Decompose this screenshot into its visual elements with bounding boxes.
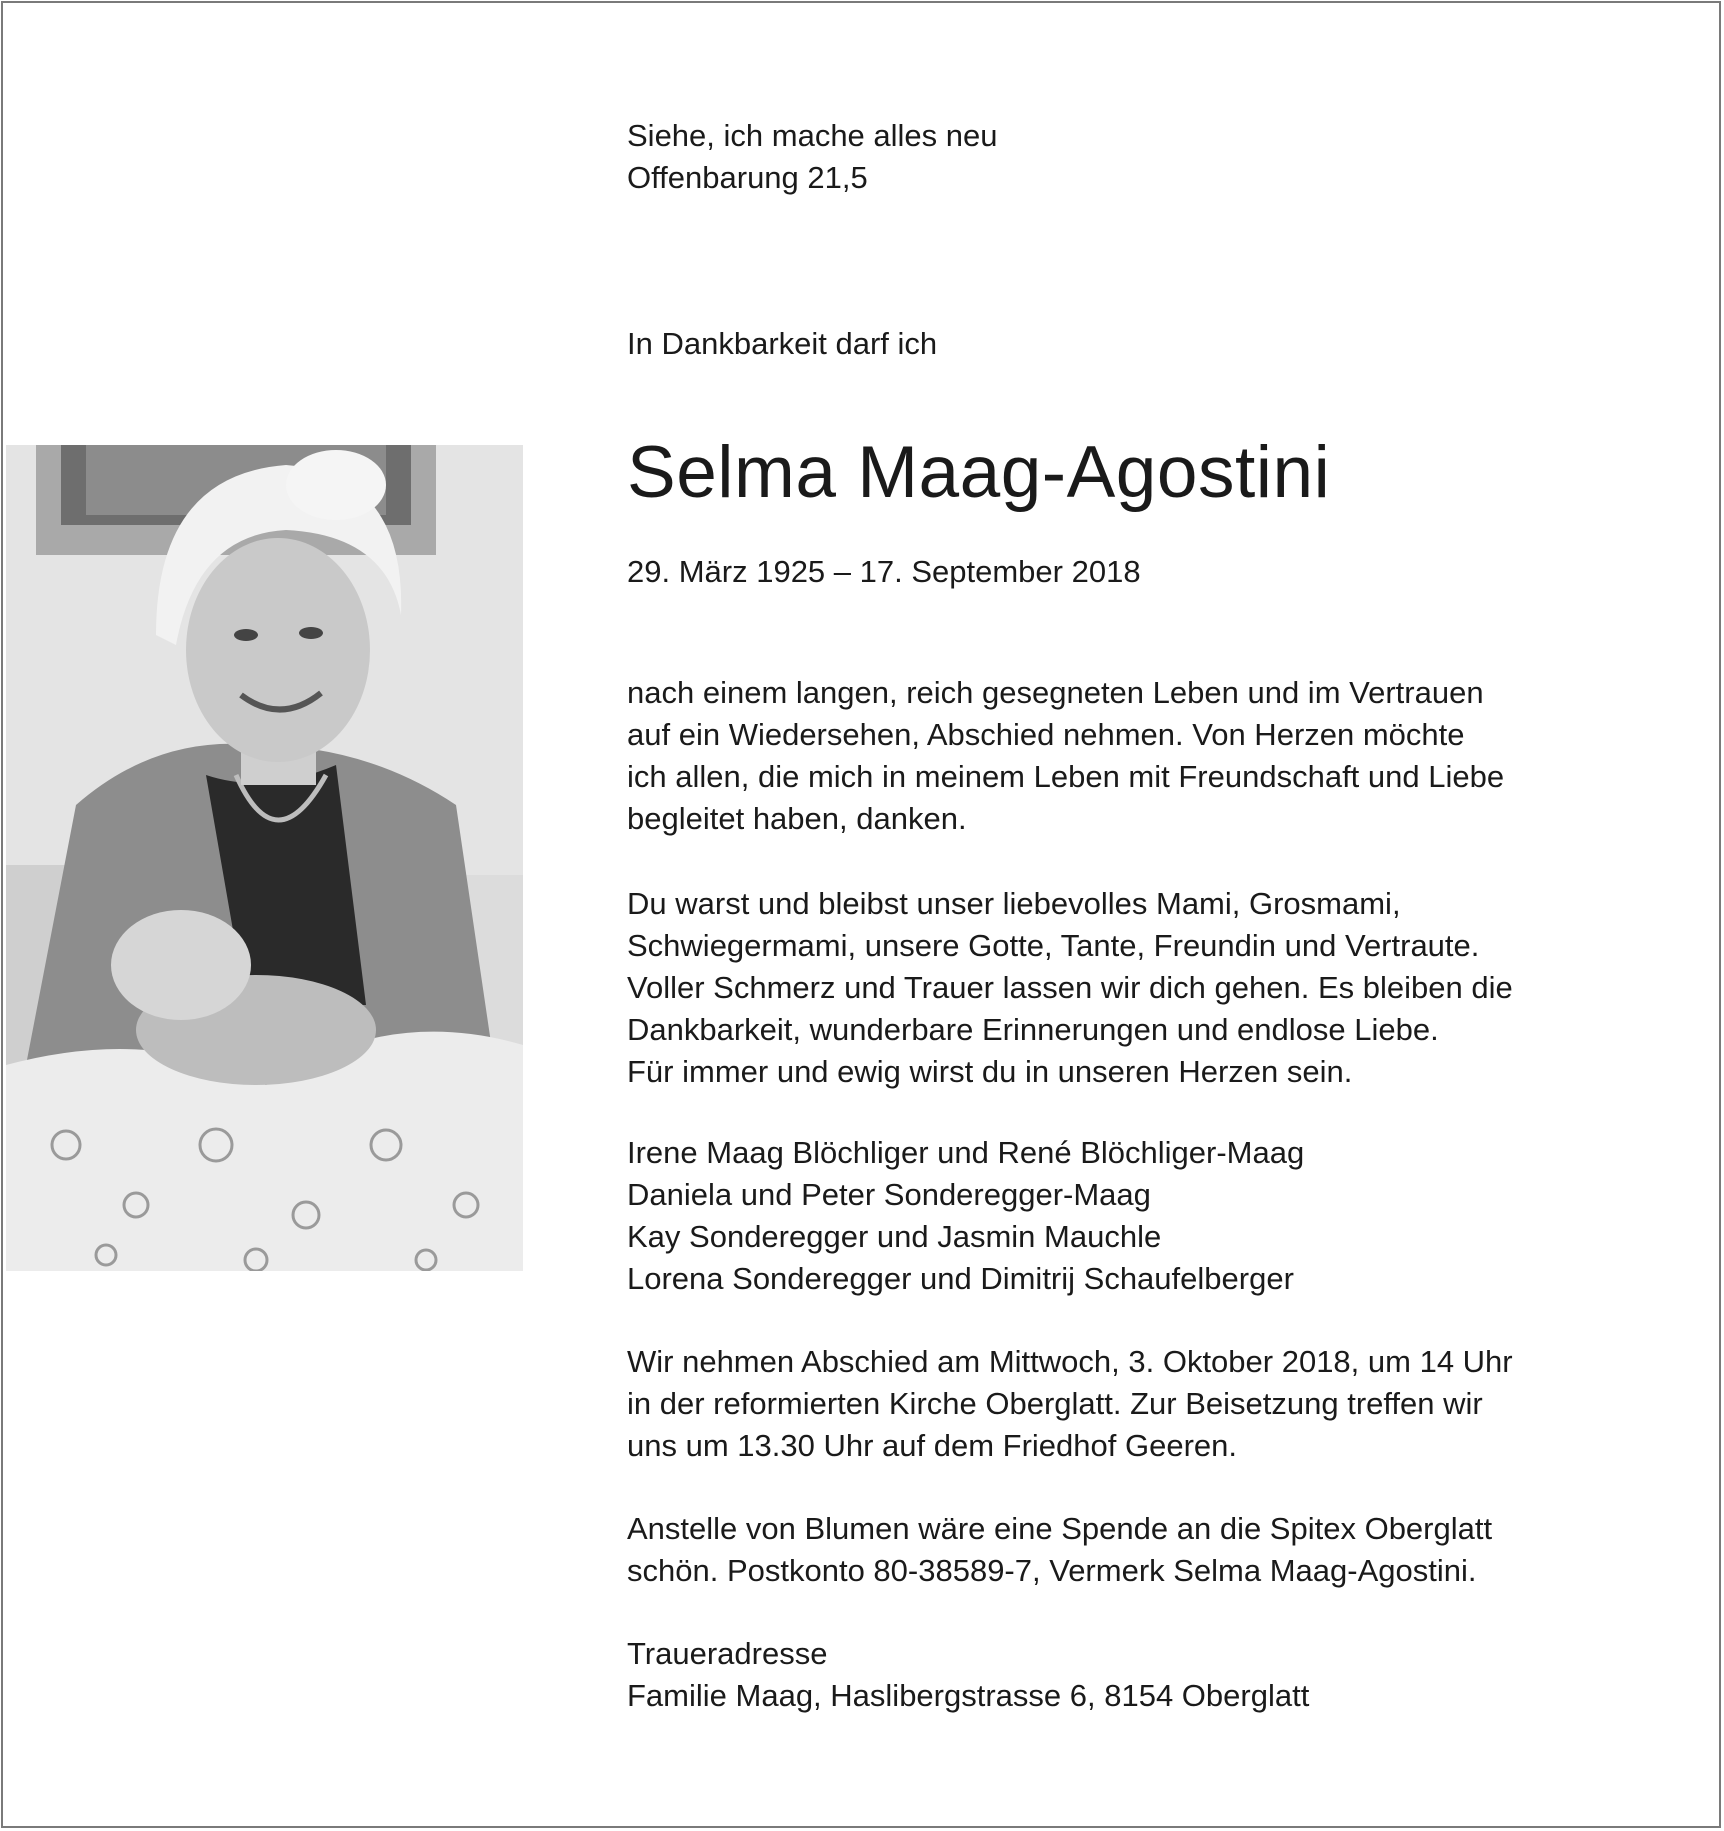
bible-verse	[627, 115, 1687, 199]
address-value: Familie Maag, Haslibergstrasse 6, 8154 Oberglatt	[627, 1678, 1310, 1713]
family-message-paragraph	[627, 883, 1687, 1093]
paragraph-line: Voller Schmerz und Trauer lassen wir dich gehen. Es bleiben die	[627, 970, 1513, 1005]
address-label: Traueradresse	[627, 1636, 828, 1671]
paragraph-line: nach einem langen, reich gesegneten Leben und im Vertrauen	[627, 675, 1484, 710]
paragraph-line: schön. Postkonto 80-38589-7, Vermerk Selma Maag-Agostini.	[627, 1553, 1477, 1588]
portrait-photo	[6, 445, 523, 1271]
paragraph-line: Schwiegermami, unsere Gotte, Tante, Freundin und Vertraute.	[627, 928, 1480, 963]
mourner-entry: Daniela und Peter Sonderegger-Maag	[627, 1177, 1151, 1212]
mourner-entry: Irene Maag Blöchliger und René Blöchliger-Maag	[627, 1135, 1305, 1170]
mourning-address	[627, 1633, 1687, 1717]
deceased-name: Selma Maag-Agostini	[627, 432, 1331, 513]
paragraph-line: ich allen, die mich in meinem Leben mit Freundschaft und Liebe	[627, 759, 1505, 794]
paragraph-line: uns um 13.30 Uhr auf dem Friedhof Geeren.	[627, 1428, 1237, 1463]
paragraph-line: Wir nehmen Abschied am Mittwoch, 3. Oktober 2018, um 14 Uhr	[627, 1344, 1513, 1379]
paragraph-line: Anstelle von Blumen wäre eine Spende an die Spitex Oberglatt	[627, 1511, 1493, 1546]
portrait-illustration	[6, 445, 523, 1271]
intro-line: In Dankbarkeit darf ich	[627, 326, 938, 361]
paragraph-line: Du warst und bleibst unser liebevolles Mami, Grosmami,	[627, 886, 1401, 921]
verse-quote: Siehe, ich mache alles neu	[627, 118, 998, 153]
paragraph-line: begleitet haben, danken.	[627, 801, 967, 836]
obituary-frame	[1, 1, 1721, 1828]
thanks-paragraph	[627, 672, 1687, 840]
mourners-list	[627, 1132, 1687, 1300]
paragraph-line: Dankbarkeit, wunderbare Erinnerungen und endlose Liebe.	[627, 1012, 1439, 1047]
paragraph-line: auf ein Wiedersehen, Abschied nehmen. Von Herzen möchte	[627, 717, 1465, 752]
verse-reference: Offenbarung 21,5	[627, 160, 868, 195]
donation-paragraph	[627, 1508, 1687, 1592]
mourner-entry: Kay Sonderegger und Jasmin Mauchle	[627, 1219, 1162, 1254]
paragraph-line: Für immer und ewig wirst du in unseren Herzen sein.	[627, 1054, 1353, 1089]
paragraph-line: in der reformierten Kirche Oberglatt. Zur Beisetzung treffen wir	[627, 1386, 1483, 1421]
mourner-entry: Lorena Sonderegger und Dimitrij Schaufelberger	[627, 1261, 1294, 1296]
life-dates: 29. März 1925 – 17. September 2018	[627, 554, 1141, 589]
service-details-paragraph	[627, 1341, 1687, 1467]
